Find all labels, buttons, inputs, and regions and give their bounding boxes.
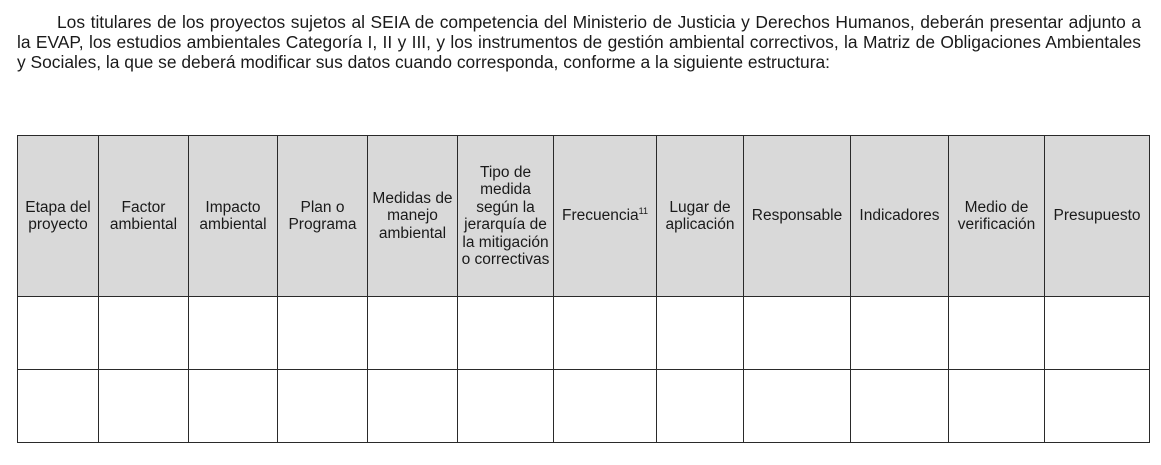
table-cell[interactable] — [189, 370, 278, 443]
table-cell[interactable] — [1045, 370, 1150, 443]
intro-paragraph: Los titulares de los proyectos sujetos al SEIA de competencia del Ministerio de Justicia y Derechos Humanos, deberán presentar adjunto a la EVAP, los estudios ambientales Categoría I, II y III, y los instrumentos de gestión ambiental correctivos, la Matriz de Obligaciones Ambientales y Sociales, la que se deberá modificar sus datos cuando corresponda, conforme a la siguiente estructura: — [17, 12, 1141, 72]
table-cell[interactable] — [744, 297, 851, 370]
col-header-medidas: Medidas de manejo ambiental — [368, 136, 458, 297]
col-header-factor: Factor ambiental — [99, 136, 189, 297]
table-row — [18, 297, 1150, 370]
col-header-responsable: Responsable — [744, 136, 851, 297]
obligations-matrix-table — [17, 135, 1150, 443]
col-header-lugar: Lugar de aplicación — [657, 136, 744, 297]
col-header-presupuesto: Presupuesto — [1045, 136, 1150, 297]
table-cell[interactable] — [99, 297, 189, 370]
table-cell[interactable] — [554, 370, 657, 443]
table-cell[interactable] — [744, 370, 851, 443]
table-header-row — [18, 136, 1150, 297]
col-header-plan: Plan o Programa — [278, 136, 368, 297]
table-cell[interactable] — [851, 370, 949, 443]
table-row — [18, 370, 1150, 443]
table-cell[interactable] — [949, 297, 1045, 370]
table-cell[interactable] — [1045, 297, 1150, 370]
table-cell[interactable] — [458, 297, 554, 370]
col-header-impacto: Impacto ambiental — [189, 136, 278, 297]
table-cell[interactable] — [278, 297, 368, 370]
col-header-frecuencia: Frecuencia$^{11}$ — [554, 136, 657, 297]
table-cell[interactable] — [657, 297, 744, 370]
col-header-etapa: Etapa del proyecto — [18, 136, 99, 297]
table-cell[interactable] — [99, 370, 189, 443]
table-cell[interactable] — [368, 297, 458, 370]
col-header-medio: Medio de verificación — [949, 136, 1045, 297]
table-cell[interactable] — [189, 297, 278, 370]
table-cell[interactable] — [554, 297, 657, 370]
table-cell[interactable] — [657, 370, 744, 443]
col-header-indicadores: Indicadores — [851, 136, 949, 297]
table-cell[interactable] — [458, 370, 554, 443]
table-cell[interactable] — [18, 297, 99, 370]
col-header-tipo-medida: Tipo de medida según la jerarquía de la mitigación o correctivas — [458, 136, 554, 297]
table-cell[interactable] — [368, 370, 458, 443]
footnote-marker: 11 — [638, 206, 649, 217]
table-cell[interactable] — [278, 370, 368, 443]
table-cell[interactable] — [949, 370, 1045, 443]
table-cell[interactable] — [18, 370, 99, 443]
table-cell[interactable] — [851, 297, 949, 370]
